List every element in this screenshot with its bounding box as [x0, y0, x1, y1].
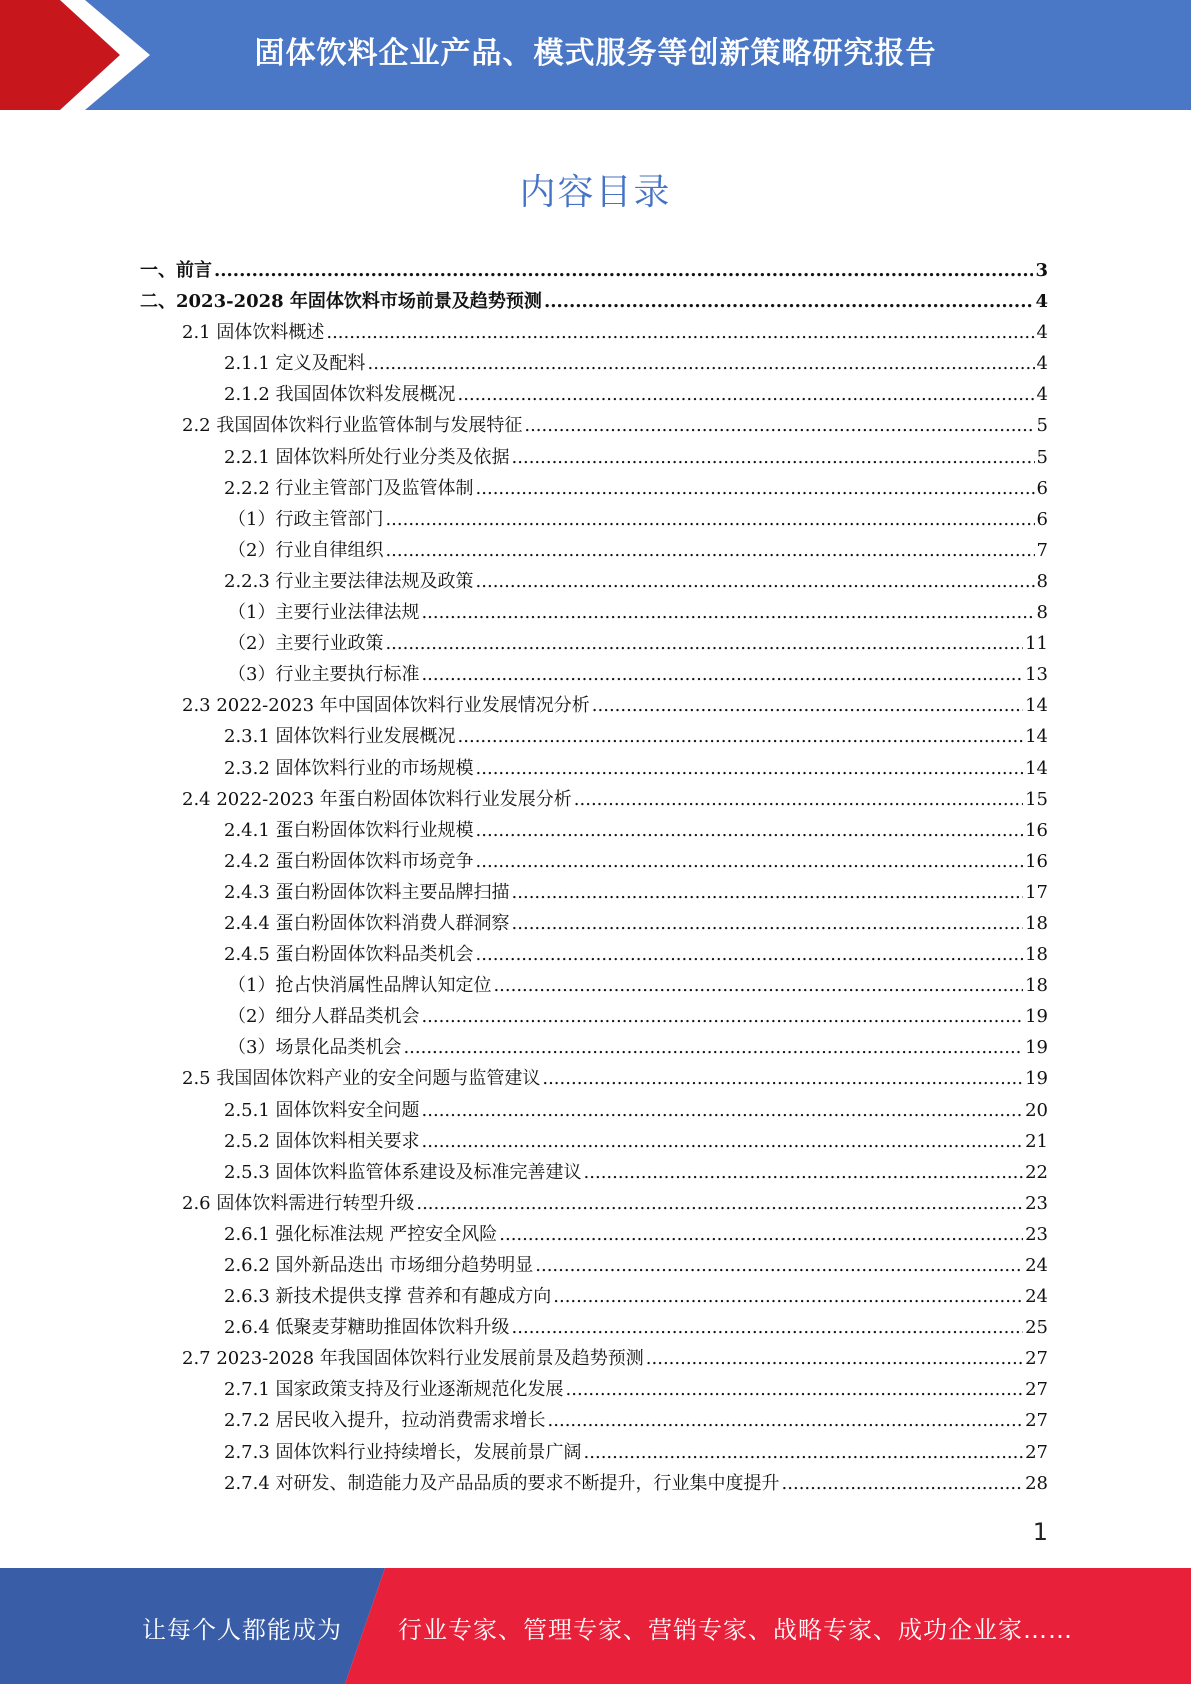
- toc-entry[interactable]: [140, 1437, 1048, 1468]
- toc-entry-label: 2.7.4 对研发、制造能力及产品品质的要求不断提升，行业集中度提升: [224, 1472, 780, 1494]
- toc-entry-label: 2.1.2 我国固体饮料发展概况: [224, 384, 456, 406]
- toc-entry-label: 2.5 我国固体饮料产业的安全问题与监管建议: [182, 1068, 541, 1090]
- toc-entry-page: 7: [1036, 539, 1048, 561]
- toc-leader-dots: [493, 970, 1023, 1001]
- toc-entry-label: 2.3.1 固体饮料行业发展概况: [224, 726, 456, 748]
- toc-leader-dots: [416, 1188, 1023, 1219]
- toc-entry[interactable]: [140, 1312, 1048, 1343]
- toc-entry-page: 23: [1025, 1192, 1048, 1214]
- toc-entry-label: 2.4.2 蛋白粉固体饮料市场竞争: [224, 850, 474, 872]
- toc-entry-label: （1）行政主管部门: [228, 508, 384, 530]
- toc-entry-label: 2.7.2 居民收入提升，拉动消费需求增长: [224, 1410, 546, 1432]
- toc-entry-page: 3: [1035, 260, 1048, 281]
- toc-entry-label: 二、2023-2028 年固体饮料市场前景及趋势预测: [140, 291, 542, 313]
- toc-entry[interactable]: [140, 566, 1048, 597]
- toc-entry-page: 13: [1025, 664, 1048, 686]
- toc-entry-page: 4: [1036, 353, 1048, 375]
- toc-leader-dots: [512, 877, 1024, 908]
- toc-leader-dots: [512, 1312, 1024, 1343]
- toc-entry[interactable]: [140, 1281, 1048, 1312]
- page-number: 1: [1032, 1518, 1048, 1546]
- toc-entry[interactable]: [140, 504, 1048, 535]
- toc-entry-label: 2.4.1 蛋白粉固体饮料行业规模: [224, 819, 474, 841]
- toc-entry-page: 14: [1025, 695, 1048, 717]
- toc-entry-label: （1）主要行业法律法规: [228, 602, 420, 624]
- toc-entry[interactable]: [140, 690, 1048, 721]
- toc-leader-dots: [499, 1219, 1023, 1250]
- toc-entry[interactable]: [140, 1001, 1048, 1032]
- toc-leader-dots: [422, 1095, 1024, 1126]
- toc-entry-page: 24: [1025, 1286, 1048, 1308]
- toc-entry[interactable]: [140, 846, 1048, 877]
- toc-entry[interactable]: [140, 1468, 1048, 1499]
- toc-entry[interactable]: [140, 442, 1048, 473]
- toc-entry-label: 2.6.4 低聚麦芽糖助推固体饮料升级: [224, 1317, 510, 1339]
- toc-entry-label: （3）场景化品类机会: [228, 1037, 402, 1059]
- toc-entry-label: 2.6.3 新技术提供支撑 营养和有趣成方向: [224, 1286, 552, 1308]
- toc-entry-label: 2.6 固体饮料需进行转型升级: [182, 1192, 415, 1214]
- toc-entry[interactable]: [140, 1343, 1048, 1374]
- toc-entry-label: 2.6.2 国外新品迭出 市场细分趋势明显: [224, 1255, 534, 1276]
- toc-leader-dots: [458, 379, 1035, 410]
- toc-entry[interactable]: [140, 877, 1048, 908]
- toc-entry-page: 15: [1025, 788, 1048, 810]
- toc-leader-dots: [421, 597, 1034, 628]
- toc-entry-page: 19: [1025, 1006, 1048, 1028]
- toc-entry-page: 8: [1036, 570, 1048, 592]
- toc-leader-dots: [512, 442, 1035, 473]
- toc-entry-page: 25: [1025, 1317, 1048, 1339]
- footer-slogan-right: 行业专家、管理专家、营销专家、战略专家、成功企业家……: [398, 1616, 1073, 1644]
- toc-entry[interactable]: [140, 348, 1048, 379]
- toc-entry-page: 23: [1025, 1223, 1048, 1245]
- toc-entry-label: 2.5.3 固体饮料监管体系建设及标准完善建议: [224, 1161, 582, 1183]
- toc-leader-dots: [544, 286, 1034, 317]
- toc-leader-dots: [476, 846, 1024, 877]
- toc-entry-label: 2.1.1 定义及配料: [224, 353, 366, 375]
- toc-leader-dots: [368, 348, 1035, 379]
- toc-entry-label: 2.2.1 固体饮料所处行业分类及依据: [224, 446, 510, 468]
- toc-entry[interactable]: [140, 286, 1048, 317]
- toc-entry-page: 5: [1036, 415, 1048, 437]
- toc-entry-page: 20: [1025, 1099, 1048, 1121]
- toc-leader-dots: [476, 473, 1035, 504]
- toc-entry-page: 19: [1025, 1037, 1048, 1059]
- toc-leader-dots: [476, 753, 1024, 784]
- toc-leader-dots: [646, 1343, 1023, 1374]
- toc-entry-label: 一、前言: [140, 260, 212, 281]
- toc-entry[interactable]: [140, 1095, 1048, 1126]
- toc-entry-page: 11: [1025, 633, 1048, 655]
- toc-entry-page: 27: [1025, 1441, 1048, 1463]
- toc-entry-page: 6: [1036, 477, 1048, 499]
- toc-leader-dots: [385, 628, 1023, 659]
- toc-entry-label: （2）细分人群品类机会: [228, 1006, 420, 1028]
- toc-entry-page: 6: [1036, 508, 1048, 530]
- toc-entry-page: 24: [1025, 1255, 1048, 1276]
- toc-entry-label: 2.4.4 蛋白粉固体饮料消费人群洞察: [224, 912, 510, 934]
- toc-entry[interactable]: [140, 410, 1048, 441]
- toc-leader-dots: [512, 908, 1024, 939]
- toc-entry-label: （3）行业主要执行标准: [228, 664, 420, 686]
- toc-entry-page: 21: [1025, 1130, 1048, 1152]
- toc-entry-page: 27: [1025, 1410, 1048, 1432]
- toc-entry[interactable]: [140, 1219, 1048, 1250]
- footer-slogan-left: 让每个人都能成为: [142, 1616, 342, 1644]
- toc-entry[interactable]: [140, 1157, 1048, 1188]
- toc-entry[interactable]: [140, 597, 1048, 628]
- toc-entry[interactable]: [140, 473, 1048, 504]
- toc-entry[interactable]: [140, 784, 1048, 815]
- header-banner: [0, 0, 1191, 110]
- toc-entry[interactable]: [140, 317, 1048, 348]
- toc-entry-page: 28: [1025, 1472, 1048, 1494]
- toc-entry[interactable]: [140, 1063, 1048, 1094]
- toc-entry-label: 2.4.3 蛋白粉固体饮料主要品牌扫描: [224, 881, 510, 903]
- toc-entry-page: 27: [1025, 1379, 1048, 1401]
- toc-entry[interactable]: [140, 1374, 1048, 1405]
- toc-leader-dots: [421, 1001, 1023, 1032]
- toc-entry-page: 14: [1025, 726, 1048, 748]
- toc-leader-dots: [385, 535, 1034, 566]
- toc-leader-dots: [574, 784, 1023, 815]
- toc-leader-dots: [476, 939, 1024, 970]
- toc-entry[interactable]: [140, 970, 1048, 1001]
- toc-entry[interactable]: [140, 939, 1048, 970]
- toc-entry-label: 2.2.2 行业主管部门及监管体制: [224, 477, 474, 499]
- toc-entry[interactable]: [140, 255, 1048, 286]
- toc-entry-label: 2.3.2 固体饮料行业的市场规模: [224, 757, 474, 779]
- toc-leader-dots: [535, 1250, 1023, 1281]
- toc-entry[interactable]: [140, 1032, 1048, 1063]
- toc-entry-label: 2.3 2022-2023 年中国固体饮料行业发展情况分析: [182, 695, 590, 717]
- toc-entry-label: 2.2 我国固体饮料行业监管体制与发展特征: [182, 415, 523, 437]
- toc-entry-page: 17: [1025, 881, 1048, 903]
- toc-leader-dots: [782, 1468, 1024, 1499]
- toc-entry-label: 2.7.1 国家政策支持及行业逐渐规范化发展: [224, 1379, 564, 1401]
- toc-leader-dots: [542, 1063, 1023, 1094]
- toc-entry-page: 22: [1025, 1161, 1048, 1183]
- toc-leader-dots: [548, 1405, 1024, 1436]
- toc-entry[interactable]: [140, 1405, 1048, 1436]
- toc-leader-dots: [326, 317, 1034, 348]
- toc-entry-page: 18: [1025, 944, 1048, 966]
- toc-entry-page: 16: [1025, 850, 1048, 872]
- toc-entry-page: 18: [1025, 975, 1048, 997]
- toc-leader-dots: [476, 815, 1024, 846]
- toc-leader-dots: [422, 1126, 1024, 1157]
- toc-leader-dots: [421, 659, 1023, 690]
- toc-entry[interactable]: [140, 815, 1048, 846]
- toc-entry-label: （1）抢占快消属性品牌认知定位: [228, 975, 492, 997]
- toc-leader-dots: [553, 1281, 1023, 1312]
- toc-leader-dots: [385, 504, 1034, 535]
- toc-entry-label: （2）主要行业政策: [228, 633, 384, 655]
- toc-entry-label: 2.5.2 固体饮料相关要求: [224, 1130, 420, 1152]
- toc-entry-label: 2.6.1 强化标准法规 严控安全风险: [224, 1223, 498, 1245]
- toc-entry-page: 27: [1025, 1348, 1048, 1370]
- toc-entry-page: 8: [1036, 602, 1048, 624]
- toc-entry[interactable]: [140, 659, 1048, 690]
- toc-entry[interactable]: [140, 721, 1048, 752]
- footer-banner: [0, 1568, 1191, 1684]
- report-title: 固体饮料企业产品、模式服务等创新策略研究报告: [254, 36, 937, 71]
- toc-entry-label: 2.5.1 固体饮料安全问题: [224, 1099, 420, 1121]
- toc-leader-dots: [524, 410, 1034, 441]
- toc-entry-page: 4: [1036, 322, 1048, 344]
- table-of-contents: [140, 255, 1048, 1499]
- toc-entry-page: 4: [1036, 384, 1048, 406]
- toc-entry[interactable]: [140, 379, 1048, 410]
- toc-leader-dots: [584, 1157, 1024, 1188]
- toc-entry-page: 14: [1025, 757, 1048, 779]
- toc-entry-label: 2.4 2022-2023 年蛋白粉固体饮料行业发展分析: [182, 788, 572, 810]
- toc-entry[interactable]: [140, 1188, 1048, 1219]
- toc-heading: 内容目录: [519, 172, 672, 213]
- toc-entry[interactable]: [140, 908, 1048, 939]
- toc-entry-page: 5: [1036, 446, 1048, 468]
- toc-leader-dots: [566, 1374, 1024, 1405]
- toc-entry[interactable]: [140, 1250, 1048, 1281]
- toc-entry-page: 18: [1025, 912, 1048, 934]
- toc-entry[interactable]: [140, 535, 1048, 566]
- toc-leader-dots: [592, 690, 1023, 721]
- toc-entry-page: 4: [1035, 291, 1048, 313]
- toc-entry-page: 16: [1025, 819, 1048, 841]
- toc-leader-dots: [403, 1032, 1023, 1063]
- toc-entry-page: 19: [1025, 1068, 1048, 1090]
- toc-entry-label: （2）行业自律组织: [228, 539, 384, 561]
- toc-entry-label: 2.4.5 蛋白粉固体饮料品类机会: [224, 944, 474, 966]
- toc-leader-dots: [214, 255, 1033, 286]
- toc-entry-label: 2.7 2023-2028 年我国固体饮料行业发展前景及趋势预测: [182, 1348, 644, 1370]
- toc-entry-label: 2.7.3 固体饮料行业持续增长，发展前景广阔: [224, 1441, 582, 1463]
- toc-entry[interactable]: [140, 1126, 1048, 1157]
- toc-entry-label: 2.2.3 行业主要法律法规及政策: [224, 570, 474, 592]
- toc-entry[interactable]: [140, 753, 1048, 784]
- toc-entry[interactable]: [140, 628, 1048, 659]
- toc-leader-dots: [458, 721, 1024, 752]
- toc-leader-dots: [584, 1437, 1024, 1468]
- toc-entry-label: 2.1 固体饮料概述: [182, 322, 325, 344]
- toc-leader-dots: [476, 566, 1035, 597]
